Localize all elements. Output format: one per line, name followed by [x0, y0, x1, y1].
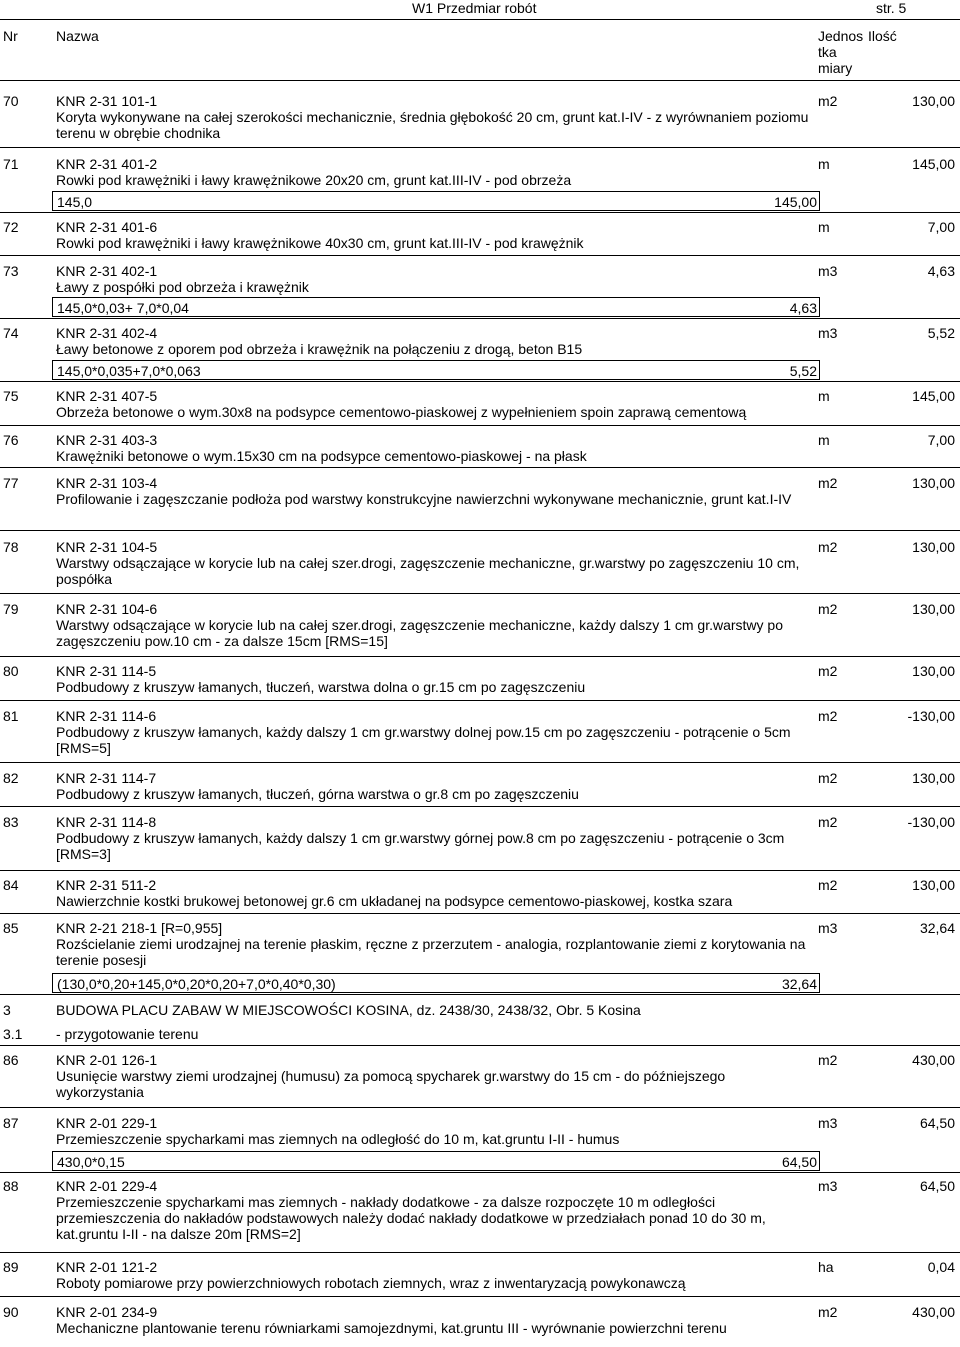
row-name: Rowki pod krawężniki i ławy krawężnikowe 40x30 cm, grunt kat.III-IV - pod krawężnik	[56, 235, 584, 251]
row-qty: 32,64	[919, 920, 955, 936]
header-rule	[0, 19, 960, 20]
row-name: Warstwy odsączające w korycie lub na całej szer.drogi, zagęszczenie mechaniczne, każdy dalszy 1 cm gr.warstwy po zagęszczeniu pow.10 cm - za dalsze 15cm [RMS=15]	[56, 617, 784, 649]
row-unit: m2	[818, 475, 838, 491]
row-nr: 75	[3, 388, 19, 404]
page-header	[0, 0, 960, 20]
row-unit: m2	[818, 877, 838, 893]
row-name: Ławy z pospółki pod obrzeża i krawężnik	[56, 279, 309, 295]
row-qty: 130,00	[912, 475, 955, 491]
row-qty: 130,00	[912, 877, 955, 893]
column-header-rule	[0, 80, 960, 81]
row-rule	[0, 806, 960, 807]
row-rule	[0, 212, 960, 213]
section-nr: 3.1	[3, 1026, 23, 1042]
row-name: Ławy betonowe z oporem pod obrzeża i krawężnik na połączeniu z drogą, beton B15	[56, 341, 583, 357]
row-nr: 87	[3, 1115, 19, 1131]
calc-result: 5,52	[789, 363, 817, 379]
row-nr: 77	[3, 475, 19, 491]
row-code: KNR 2-31 101-1	[56, 93, 158, 109]
row-code: KNR 2-31 114-5	[56, 663, 157, 679]
row-name: Rowki pod krawężniki i ławy krawężnikowe 20x20 cm, grunt kat.III-IV - pod obrzeża	[56, 172, 572, 188]
row-nr: 90	[3, 1304, 19, 1320]
row-nr: 84	[3, 877, 19, 893]
row-unit: m2	[818, 1304, 838, 1320]
row-qty: 145,00	[912, 388, 955, 404]
calc-expression: (130,0*0,20+145,0*0,20*0,20+7,0*0,40*0,30)	[57, 976, 336, 992]
row-nr: 71	[3, 156, 19, 172]
row-code: KNR 2-31 511-2	[56, 877, 157, 893]
row-qty: 145,00	[912, 156, 955, 172]
row-nr: 72	[3, 219, 19, 235]
row-name: Podbudowy z kruszyw łamanych, każdy dalszy 1 cm gr.warstwy dolnej pow.15 cm po zagęszczeniu - potrącenie o 5cm [RMS=5]	[56, 724, 791, 756]
row-nr: 76	[3, 432, 19, 448]
row-name: Krawężniki betonowe o wym.15x30 cm na podsypce cementowo-piaskowej - na płask	[56, 448, 587, 464]
col-name: Nazwa	[56, 28, 99, 44]
row-qty: 130,00	[912, 770, 955, 786]
row-code: KNR 2-31 104-6	[56, 601, 158, 617]
row-nr: 86	[3, 1052, 19, 1068]
row-code: KNR 2-21 218-1 [R=0,955]	[56, 920, 223, 936]
row-rule	[0, 381, 960, 382]
row-nr: 82	[3, 770, 19, 786]
section-name: BUDOWA PLACU ZABAW W MIEJSCOWOŚCI KOSINA, dz. 2438/30, 2438/32, Obr. 5 Kosina	[56, 1002, 641, 1018]
calculation-box	[52, 297, 820, 317]
row-name: Profilowanie i zagęszczanie podłoża pod warstwy konstrukcyjne nawierzchni wykonywane mechanicznie, grunt kat.I-IV	[56, 491, 792, 507]
row-code: KNR 2-01 126-1	[56, 1052, 158, 1068]
row-rule	[0, 913, 960, 914]
row-nr: 78	[3, 539, 19, 555]
row-unit: m	[818, 432, 830, 448]
row-nr: 81	[3, 708, 19, 724]
row-qty: -130,00	[907, 814, 955, 830]
row-name: Roboty pomiarowe przy powierzchniowych robotach ziemnych, wraz z inwentaryzacją powykonawczą	[56, 1275, 686, 1291]
row-unit: m2	[818, 770, 838, 786]
row-code: KNR 2-01 234-9	[56, 1304, 158, 1320]
row-name: Mechaniczne plantowanie terenu równiarkami samojezdnymi, kat.gruntu III - wyrównanie powierzchni terenu	[56, 1320, 727, 1336]
calc-result: 32,64	[781, 976, 817, 992]
row-name: Koryta wykonywane na całej szerokości mechanicznie, średnia głębokość 20 cm, grunt kat.I-IV - z wyrównaniem poziomu terenu w obrębie chodnika	[56, 109, 809, 141]
row-qty: 7,00	[927, 219, 955, 235]
row-nr: 80	[3, 663, 19, 679]
row-name: Podbudowy z kruszyw łamanych, tłuczeń, warstwa dolna o gr.15 cm po zagęszczeniu	[56, 679, 586, 695]
row-qty: 130,00	[912, 663, 955, 679]
row-qty: 130,00	[912, 93, 955, 109]
row-unit: m3	[818, 1115, 838, 1131]
section-nr: 3	[3, 1002, 11, 1018]
row-name: Warstwy odsączające w korycie lub na całej szer.drogi, zagęszczenie mechaniczne, gr.warstwy po zagęszczeniu 10 cm, pospółka	[56, 555, 800, 587]
row-code: KNR 2-31 114-8	[56, 814, 157, 830]
calculation-box	[52, 360, 820, 380]
row-rule	[0, 1045, 960, 1046]
row-code: KNR 2-01 229-4	[56, 1178, 158, 1194]
row-rule	[0, 994, 960, 995]
row-unit: ha	[818, 1259, 834, 1275]
row-nr: 85	[3, 920, 19, 936]
row-qty: 430,00	[912, 1052, 955, 1068]
row-nr: 73	[3, 263, 19, 279]
row-code: KNR 2-31 407-5	[56, 388, 158, 404]
row-code: KNR 2-31 104-5	[56, 539, 158, 555]
row-unit: m3	[818, 325, 838, 341]
row-name: Przemieszczenie spycharkami mas ziemnych - nakłady dodatkowe - za dalsze rozpoczęte 10 m odległości przemieszczenia do nakładów podstawowych należy dodać nakłady dodatkowe w przedziałach ponad 10 do 30 m, kat.gruntu I-II - na dalsze 20m [RMS=2]	[56, 1194, 766, 1242]
row-rule	[0, 425, 960, 426]
row-rule	[0, 762, 960, 763]
row-unit: m2	[818, 708, 838, 724]
row-qty: 0,04	[927, 1259, 955, 1275]
row-unit: m2	[818, 663, 838, 679]
row-unit: m3	[818, 263, 838, 279]
row-qty: 5,52	[927, 325, 955, 341]
row-nr: 70	[3, 93, 19, 109]
row-unit: m3	[818, 1178, 838, 1194]
calc-result: 64,50	[781, 1154, 817, 1170]
row-nr: 83	[3, 814, 19, 830]
row-unit: m	[818, 388, 830, 404]
row-unit: m2	[818, 814, 838, 830]
calc-expression: 430,0*0,15	[57, 1154, 125, 1170]
row-code: KNR 2-31 114-6	[56, 708, 157, 724]
row-code: KNR 2-31 401-2	[56, 156, 158, 172]
col-qty: Ilość	[868, 28, 897, 44]
row-rule	[0, 1252, 960, 1253]
row-unit: m2	[818, 539, 838, 555]
section-name: - przygotowanie terenu	[56, 1026, 199, 1042]
row-qty: -130,00	[907, 708, 955, 724]
row-nr: 79	[3, 601, 19, 617]
calc-expression: 145,0*0,03+ 7,0*0,04	[57, 300, 189, 316]
row-rule	[0, 593, 960, 594]
row-code: KNR 2-01 121-2	[56, 1259, 158, 1275]
row-unit: m2	[818, 601, 838, 617]
row-code: KNR 2-31 103-4	[56, 475, 158, 491]
page-number: str. 5	[876, 0, 907, 16]
row-rule	[0, 700, 960, 701]
row-name: Przemieszczenie spycharkami mas ziemnych na odległość do 10 m, kat.gruntu I-II - humus	[56, 1131, 620, 1147]
row-unit: m3	[818, 920, 838, 936]
row-rule	[0, 255, 960, 256]
calculation-box	[52, 1151, 820, 1171]
calc-expression: 145,0	[57, 194, 93, 210]
row-code: KNR 2-31 401-6	[56, 219, 158, 235]
row-unit: m	[818, 219, 830, 235]
row-rule	[0, 1172, 960, 1173]
row-code: KNR 2-31 114-7	[56, 770, 157, 786]
row-name: Podbudowy z kruszyw łamanych, każdy dalszy 1 cm gr.warstwy górnej pow.8 cm po zagęszczeniu - potrącenie o 3cm [RMS=3]	[56, 830, 785, 862]
row-rule	[0, 318, 960, 319]
row-nr: 88	[3, 1178, 19, 1194]
row-qty: 4,63	[927, 263, 955, 279]
row-rule	[0, 870, 960, 871]
row-code: KNR 2-31 402-4	[56, 325, 158, 341]
row-unit: m	[818, 156, 830, 172]
col-unit: Jednos tka miary	[818, 28, 864, 76]
calc-result: 145,00	[774, 194, 817, 210]
row-rule	[0, 147, 960, 148]
row-name: Obrzeża betonowe o wym.30x8 na podsypce cementowo-piaskowej z wypełnieniem spoin zaprawą cementową	[56, 404, 747, 420]
row-code: KNR 2-31 403-3	[56, 432, 158, 448]
row-qty: 64,50	[919, 1115, 955, 1131]
row-unit: m2	[818, 93, 838, 109]
row-name: Usunięcie warstwy ziemi urodzajnej (humusu) za pomocą spycharek gr.warstwy do 15 cm - do późniejszego wykorzystania	[56, 1068, 726, 1100]
row-qty: 7,00	[927, 432, 955, 448]
row-nr: 89	[3, 1259, 19, 1275]
calculation-box	[52, 973, 820, 993]
row-rule	[0, 1107, 960, 1108]
row-rule	[0, 1296, 960, 1297]
document-title: W1 Przedmiar robót	[412, 0, 537, 16]
row-rule	[0, 530, 960, 531]
calculation-box	[52, 191, 820, 211]
row-qty: 130,00	[912, 601, 955, 617]
calc-expression: 145,0*0,035+7,0*0,063	[57, 363, 201, 379]
row-qty: 430,00	[912, 1304, 955, 1320]
row-qty: 64,50	[919, 1178, 955, 1194]
row-unit: m2	[818, 1052, 838, 1068]
row-name: Rozścielanie ziemi urodzajnej na terenie płaskim, ręczne z przerzutem - analogia, rozplantowanie ziemi z korytowania na terenie posesji	[56, 936, 806, 968]
row-nr: 74	[3, 325, 19, 341]
row-rule	[0, 467, 960, 468]
row-qty: 130,00	[912, 539, 955, 555]
row-name: Podbudowy z kruszyw łamanych, tłuczeń, górna warstwa o gr.8 cm po zagęszczeniu	[56, 786, 579, 802]
row-code: KNR 2-01 229-1	[56, 1115, 158, 1131]
row-name: Nawierzchnie kostki brukowej betonowej gr.6 cm układanej na podsypce cementowo-piaskowej, kostka szara	[56, 893, 733, 909]
calc-result: 4,63	[789, 300, 817, 316]
row-code: KNR 2-31 402-1	[56, 263, 158, 279]
row-rule	[0, 656, 960, 657]
col-nr: Nr	[3, 28, 18, 44]
